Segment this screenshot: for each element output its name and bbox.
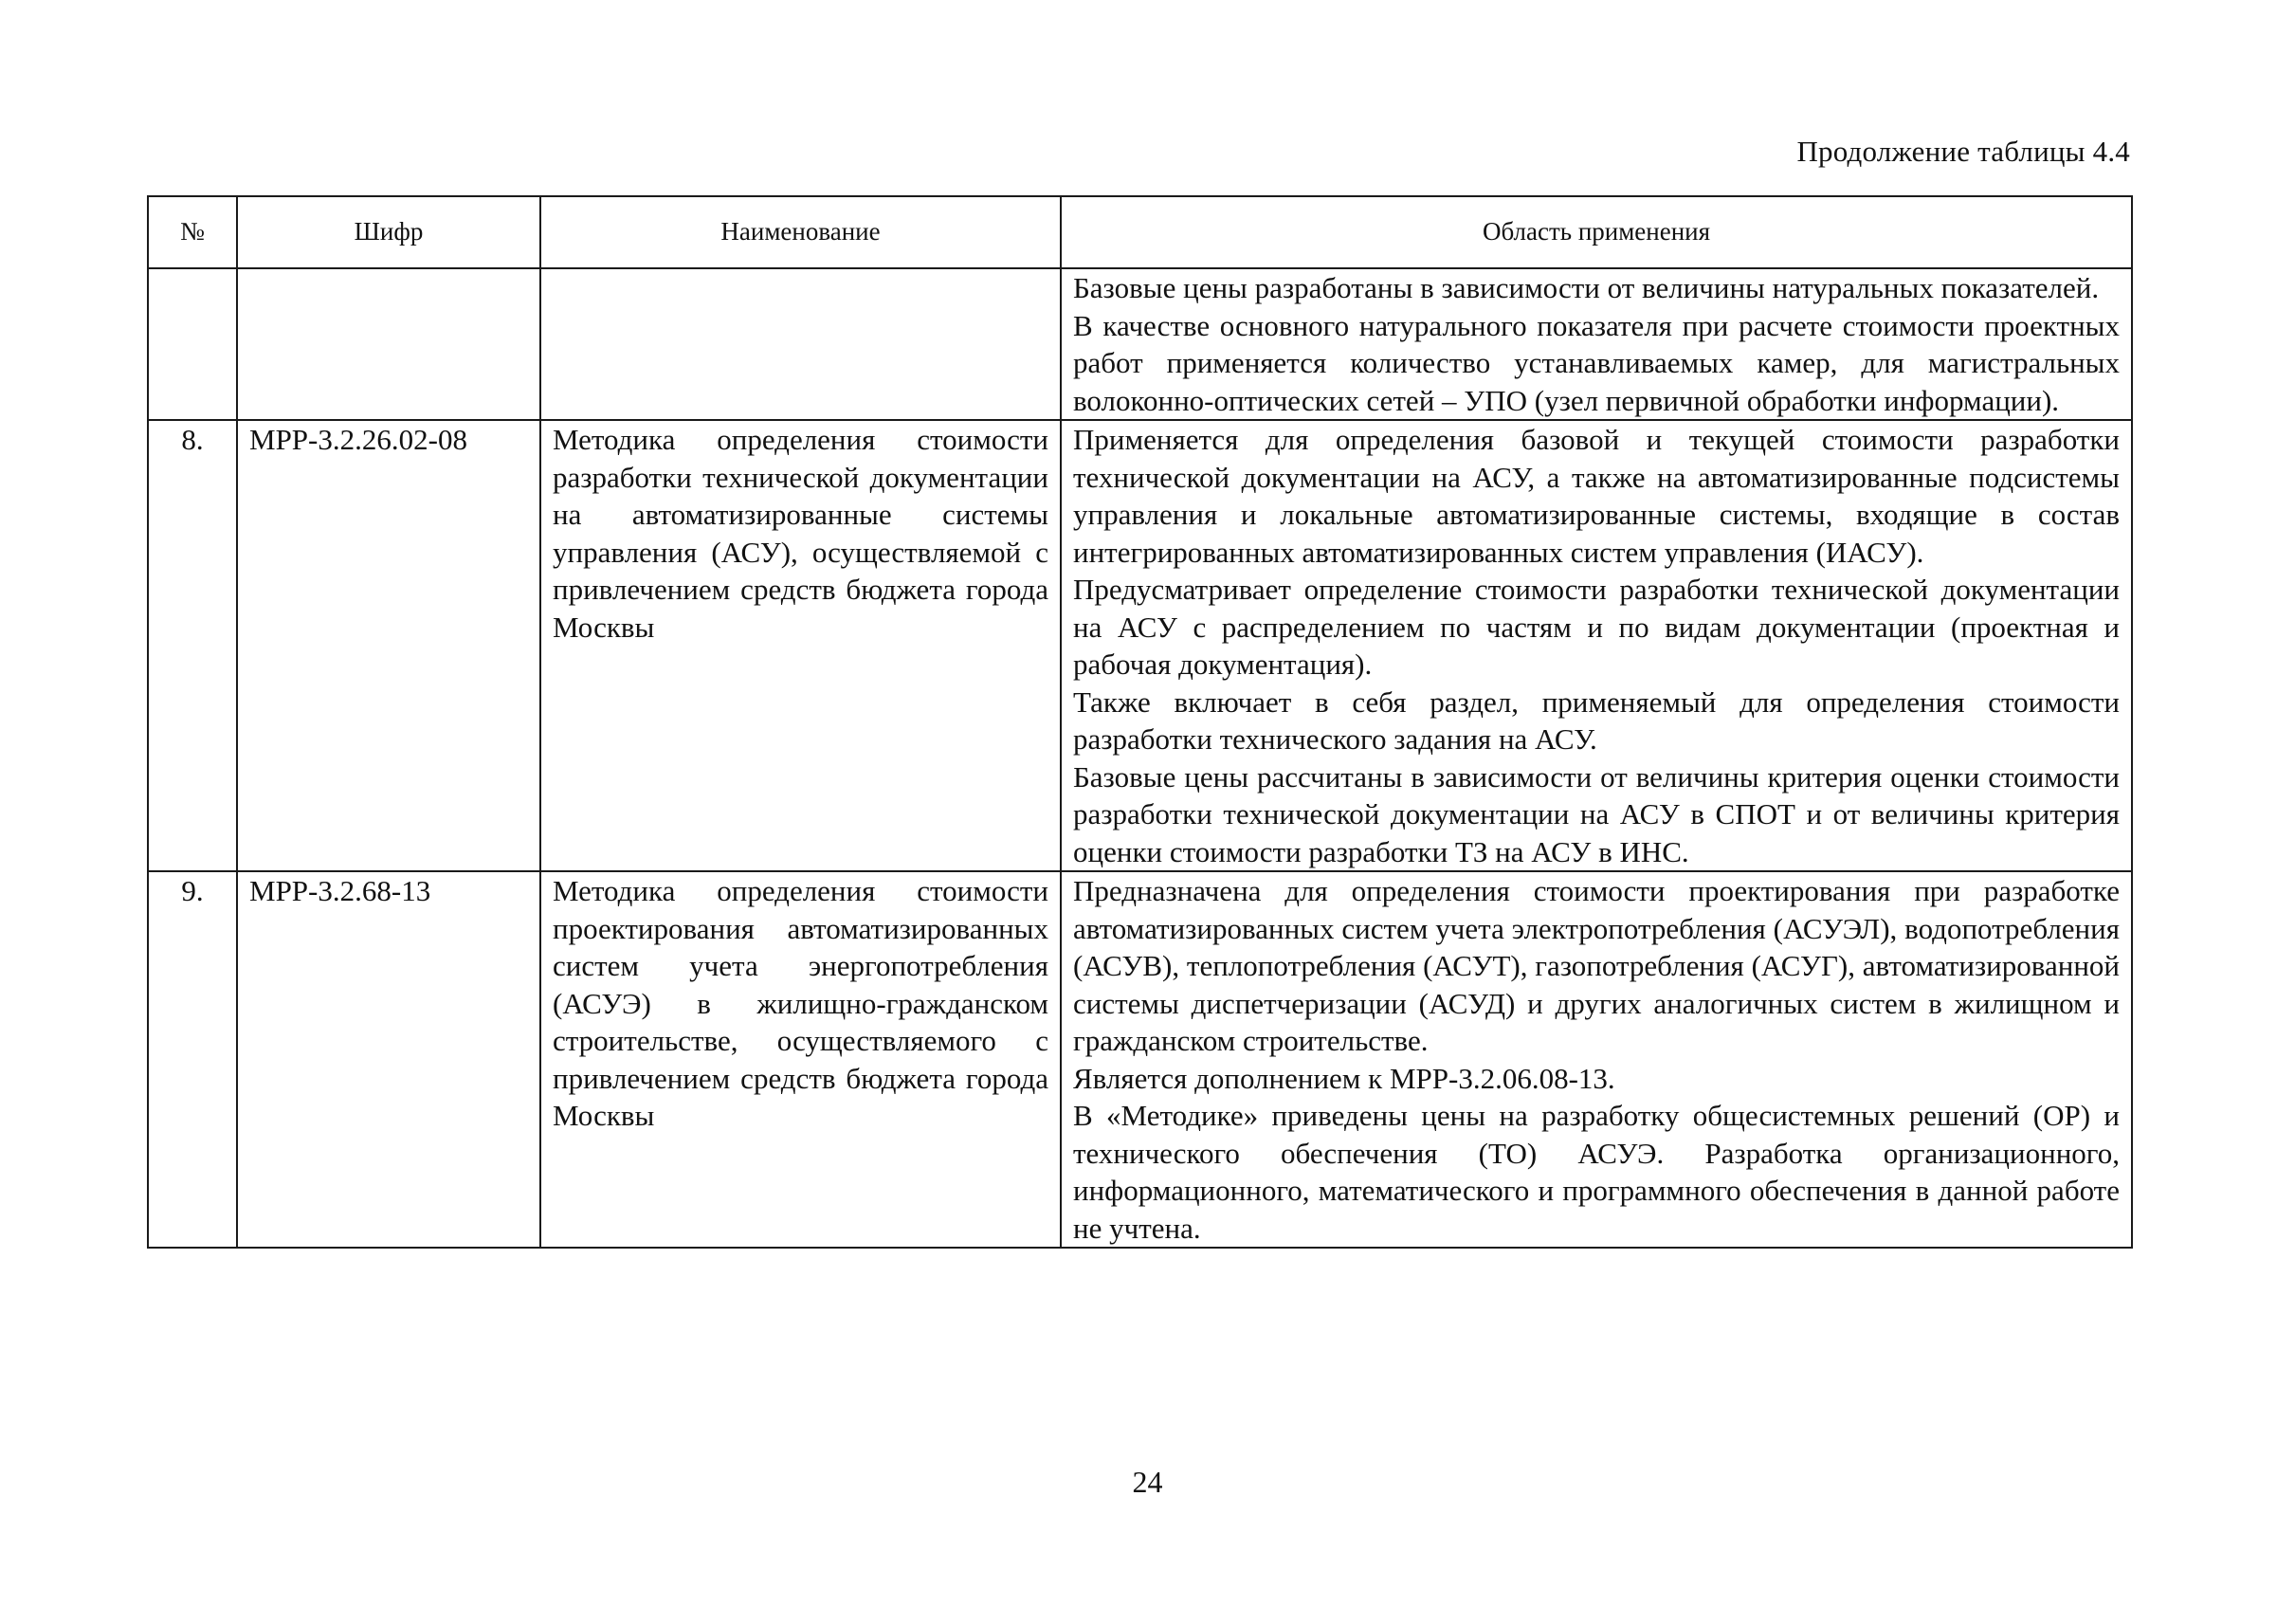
row-num: 8. [148, 420, 237, 871]
row-name: Методика определения стоимости разработки технической документации на автоматизированные системы управления (АСУ), осуществляемой с привлечением средств бюджета города Москвы [540, 420, 1061, 871]
area-paragraph: Также включает в себя раздел, применяемый для определения стоимости разработки технического задания на АСУ. [1073, 684, 2120, 756]
area-paragraph: В качестве основного натурального показателя при расчете стоимости проектных работ применяется количество устанавливаемых камер, для магистральных волоконно-оптических сетей – УПО (узел первичной обработки информации). [1073, 308, 2120, 417]
row-name [540, 268, 1061, 420]
row-area [1061, 420, 2132, 871]
header-code: Шифр [237, 196, 540, 268]
header-name: Наименование [540, 196, 1061, 268]
table-row [148, 420, 2132, 871]
area-paragraph: Базовые цены разработаны в зависимости от величины натуральных показателей. [1073, 271, 2100, 304]
row-num: 9. [148, 871, 237, 1248]
row-num [148, 268, 237, 420]
row-area [1061, 268, 2132, 420]
area-paragraph: Базовые цены рассчитаны в зависимости от величины критерия оценки стоимости разработки технической документации на АСУ в СПОТ и от величины критерия оценки стоимости разработки ТЗ на АСУ в ИНС. [1073, 759, 2120, 868]
area-paragraph: Предназначена для определения стоимости проектирования при разработке автоматизированных систем учета электропотребления (АСУЭЛ), водопотребления (АСУВ), теплопотребления (АСУТ), газопотребления (АСУГ), автоматизированной системы диспетчеризации (АСУД) и других аналогичных систем в жилищном и гражданском строительстве. [1073, 874, 2120, 1057]
row-code [237, 268, 540, 420]
area-paragraph: В «Методике» приведены цены на разработку общесистемных решений (ОР) и технического обеспечения (ТО) АСУЭ. Разработка организационного, информационного, математического и программного обеспечения в данной работе не учтена. [1073, 1099, 2120, 1245]
area-paragraph: Применяется для определения базовой и текущей стоимости разработки технической документации на АСУ, а также на автоматизированные подсистемы управления и локальные автоматизированные системы, входящие в состав интегрированных автоматизированных систем управления (ИАСУ). [1073, 423, 2120, 569]
header-num: № [148, 196, 237, 268]
norms-table [147, 195, 2133, 1249]
table-continuation-caption: Продолжение таблицы 4.4 [1796, 135, 2130, 168]
row-area [1061, 871, 2132, 1248]
table-row [148, 268, 2132, 420]
area-paragraph: Является дополнением к МРР-3.2.06.08-13. [1073, 1061, 1615, 1095]
page-number: 24 [1132, 1465, 1163, 1499]
table-header-row [148, 196, 2132, 268]
area-paragraph: Предусматривает определение стоимости разработки технической документации на АСУ с распределением по частям и по видам документации (проектная и рабочая документация). [1073, 573, 2120, 681]
table-row [148, 871, 2132, 1248]
row-code: МРР-3.2.68-13 [237, 871, 540, 1248]
header-area: Область применения [1061, 196, 2132, 268]
row-name: Методика определения стоимости проектирования автоматизированных систем учета энергопотребления (АСУЭ) в жилищно-гражданском строительстве, осуществляемого с привлечением средств бюджета города Москвы [540, 871, 1061, 1248]
row-code: МРР-3.2.26.02-08 [237, 420, 540, 871]
